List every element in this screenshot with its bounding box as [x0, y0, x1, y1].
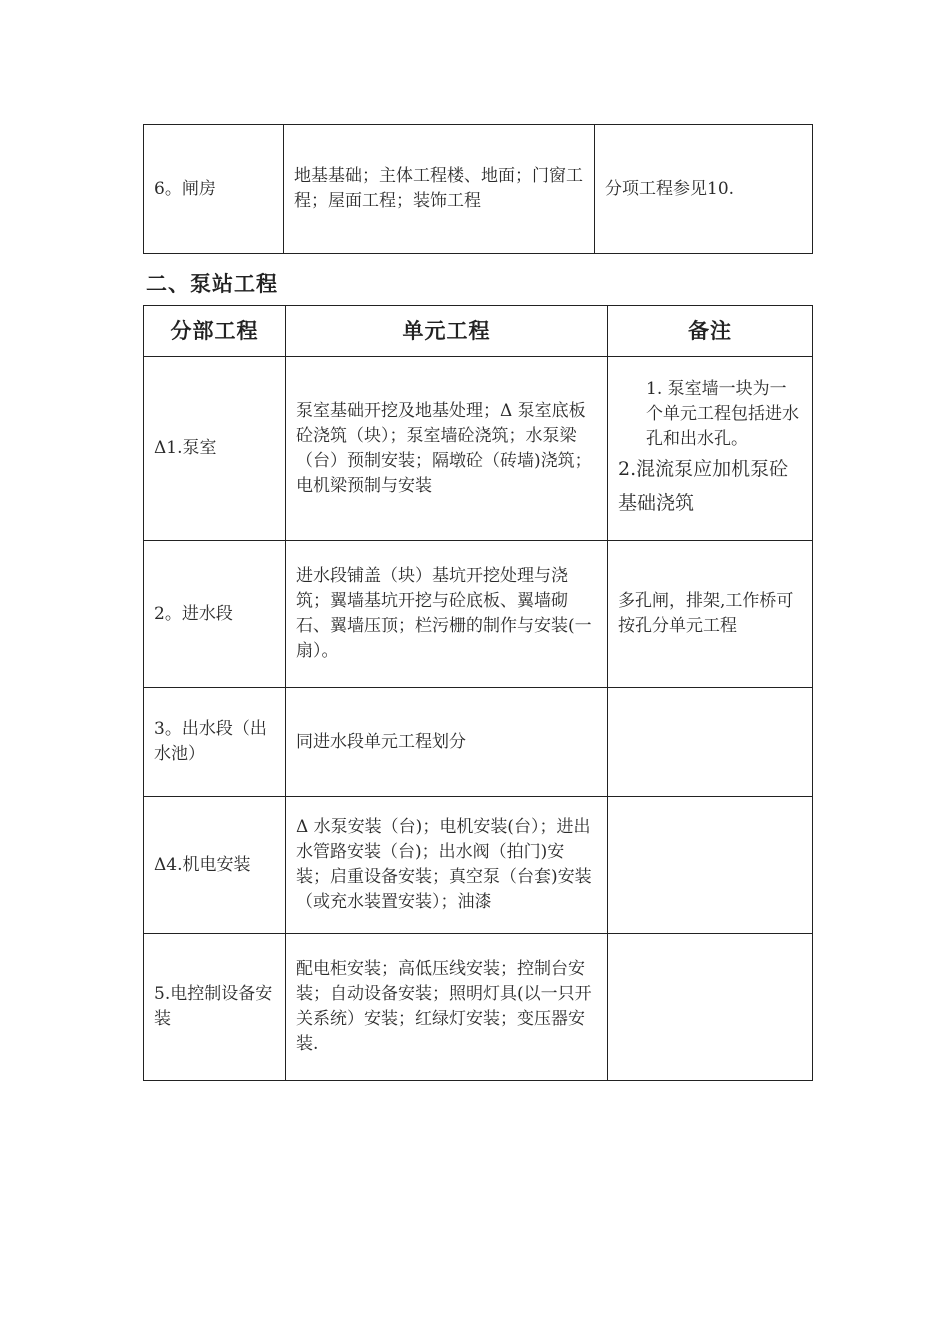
- units-cell: 泵室基础开挖及地基处理；Δ 泵室底板砼浇筑（块）；泵室墙砼浇筑；水泵梁（台）预制安装；隔墩砼（砖墙)浇筑；电机梁预制与安装: [286, 357, 608, 541]
- note-cell: [608, 357, 813, 541]
- table-row: [144, 797, 813, 934]
- part-cell: 6。闸房: [144, 125, 284, 254]
- table-row: [144, 688, 813, 797]
- table-row: [144, 934, 813, 1081]
- part-cell: 5.电控制设备安装: [144, 934, 286, 1081]
- units-cell: 地基基础；主体工程楼、地面；门窗工程；屋面工程；装饰工程: [284, 125, 595, 254]
- section-title: 二、泵站工程: [146, 272, 278, 296]
- units-cell: 配电柜安装；高低压线安装；控制台安装；自动设备安装；照明灯具(以一只开关系统）安装；红绿灯安装；变压器安装.: [286, 934, 608, 1081]
- note-cell: 分项工程参见10.: [595, 125, 813, 254]
- column-header: 分部工程: [144, 306, 286, 357]
- units-cell: Δ 水泵安装（台)；电机安装(台）；进出水管路安装（台)；出水阀（拍门)安装；启重设备安装；真空泵（台套)安装（或充水装置安装）；油漆: [286, 797, 608, 934]
- part-cell: Δ1.泵室: [144, 357, 286, 541]
- note-cell: [608, 797, 813, 934]
- table-row: [144, 357, 813, 541]
- table-row: [144, 541, 813, 688]
- part-cell: 2。进水段: [144, 541, 286, 688]
- column-header: 单元工程: [286, 306, 608, 357]
- main-table: [143, 305, 813, 1081]
- note-line: 2.混流泵应加机泵砼基础浇筑: [618, 458, 789, 514]
- top-table: [143, 124, 813, 254]
- units-cell: 进水段铺盖（块）基坑开挖处理与浇筑；翼墙基坑开挖与砼底板、翼墙砌石、翼墙压顶；栏污栅的制作与安装(一扇）。: [286, 541, 608, 688]
- note-cell: [608, 934, 813, 1081]
- table-row: [144, 125, 813, 254]
- note-cell: [608, 688, 813, 797]
- note-cell: 多孔闸，排架,工作桥可按孔分单元工程: [608, 541, 813, 688]
- note-line: 1. 泵室墙一块为一个单元工程包括进水孔和出水孔。: [646, 379, 799, 449]
- part-cell: Δ4.机电安装: [144, 797, 286, 934]
- column-header: 备注: [608, 306, 813, 357]
- header-row: [144, 306, 813, 357]
- units-cell: 同进水段单元工程划分: [286, 688, 608, 797]
- part-cell: 3。出水段（出水池）: [144, 688, 286, 797]
